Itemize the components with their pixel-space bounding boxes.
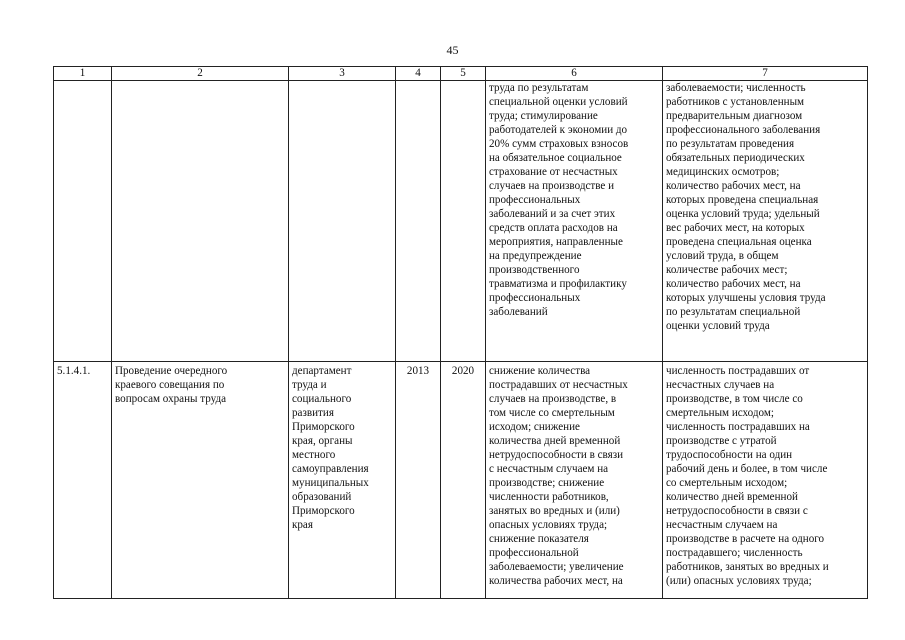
item-number-cell [54, 81, 112, 362]
program-table [53, 66, 868, 599]
year-start-cell: 2013 [396, 362, 441, 599]
column-header: 6 [486, 67, 663, 81]
table-header-row [54, 67, 868, 81]
expected-result-cell: труда по результатам специальной оценки условий труда; стимулирование работодателей к экономии до 20% сумм страховых взносов на обязательное социальное страхование от несчастных случаев на производстве и профессиональных заболеваний и за счет этих средств оплата расходов на мероприятия, направленные на предупреждение производственного травматизма и профилактику профессиональных заболеваний [486, 81, 663, 362]
year-end-cell: 2020 [441, 362, 486, 599]
activity-name-cell [112, 81, 289, 362]
table-row [54, 362, 868, 599]
column-header: 2 [112, 67, 289, 81]
column-header: 1 [54, 67, 112, 81]
column-header: 5 [441, 67, 486, 81]
column-header: 3 [289, 67, 396, 81]
column-header: 7 [663, 67, 868, 81]
column-header: 4 [396, 67, 441, 81]
activity-name-cell: Проведение очередного краевого совещания по вопросам охраны труда [112, 362, 289, 599]
table-row [54, 81, 868, 362]
executor-cell [289, 81, 396, 362]
executor-cell: департамент труда и социального развития Приморского края, органы местного самоуправления муниципальных образований Приморского края [289, 362, 396, 599]
year-end-cell [441, 81, 486, 362]
indicators-cell: заболеваемости; численность работников с установленным предварительным диагнозом профессионального заболевания по результатам проведения обязательных периодических медицинских осмотров; количество рабочих мест, на которых проведена специальная оценка условий труда; удельный вес рабочих мест, на которых проведена специальная оценка условий труда, в общем количестве рабочих мест; количество рабочих мест, на которых улучшены условия труда по результатам специальной оценки условий труда [663, 81, 868, 362]
item-number-cell: 5.1.4.1. [54, 362, 112, 599]
page-number: 45 [446, 43, 459, 57]
year-start-cell [396, 81, 441, 362]
indicators-cell: численность пострадавших от несчастных случаев на производстве, в том числе со смертельным исходом; численность пострадавших на производстве с утратой трудоспособности на один рабочий день и более, в том числе со смертельным исходом; количество дней временной нетрудоспособности в связи с несчастным случаем на производстве в расчете на одного пострадавшего; численность работников, занятых во вредных и (или) опасных условиях труда; [663, 362, 868, 599]
expected-result-cell: снижение количества пострадавших от несчастных случаев на производстве, в том числе со смертельным исходом; снижение количества дней временной нетрудоспособности в связи с несчастным случаем на производстве; снижение численности работников, занятых во вредных и (или) опасных условиях труда; снижение показателя профессиональной заболеваемости; увеличение количества рабочих мест, на [486, 362, 663, 599]
